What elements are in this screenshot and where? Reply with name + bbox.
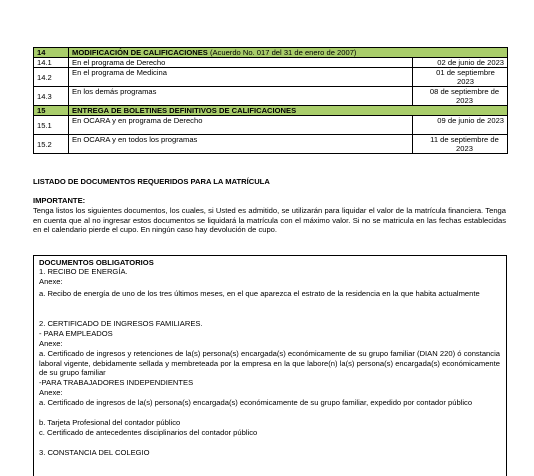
row-number: 14.2 [34, 68, 69, 87]
row-description: En el programa de Medicina [69, 68, 413, 87]
row-number: 15.2 [34, 135, 69, 154]
section-reference: (Acuerdo No. 017 del 31 de enero de 2007) [207, 48, 357, 57]
row-description: En el programa de Derecho [69, 58, 413, 68]
row-date: 08 de septiembre de 2023 [413, 87, 508, 106]
calendar-table [33, 47, 508, 154]
item-independents-detail-b: b. Tarjeta Profesional del contador público [39, 418, 181, 427]
row-description: En OCARA y en todos los programas [69, 135, 413, 154]
row-description: En OCARA y en programa de Derecho [69, 116, 413, 135]
row-number: 15.1 [34, 116, 69, 135]
table-row [34, 135, 508, 154]
section-title-text: MODIFICACIÓN DE CALIFICACIONES [72, 48, 208, 57]
item-income-certificate: 2. CERTIFICADO DE INGRESOS FAMILIARES. [39, 319, 203, 328]
item-energy-receipt: 1. RECIBO DE ENERGÍA. [39, 267, 128, 276]
row-description: En los demás programas [69, 87, 413, 106]
anexe-label: Anexe: [39, 277, 63, 286]
section-number: 14 [34, 48, 69, 58]
row-number: 14.1 [34, 58, 69, 68]
section-14-header [34, 48, 508, 58]
row-date: 02 de junio de 2023 [413, 58, 508, 68]
section-number: 15 [34, 106, 69, 116]
item-independents-detail-c: c. Certificado de antecedentes disciplinarios del contador público [39, 428, 258, 437]
table-row [34, 116, 508, 135]
table-row [34, 87, 508, 106]
item-independents-detail-a: a. Certificado de ingresos de la(s) persona(s) encargada(s) económicamente de su grupo familiar, expedido por contador público [39, 398, 473, 407]
item-employees-detail: a. Certificado de ingresos y retenciones de la(s) persona(s) encargada(s) económicamente de su grupo familiar (DIAN 220) ó constancia laboral vigente, debidamente sellada y membreteada por la empresa en la que labore(n) la(s) persona(s) encargada(s) económicamente de su grupo familiar [39, 349, 500, 378]
section-title: ENTREGA DE BOLETINES DEFINITIVOS DE CALIFICACIONES [69, 106, 508, 116]
anexe-label: Anexe: [39, 339, 63, 348]
row-number: 14.3 [34, 87, 69, 106]
item-energy-receipt-detail: a. Recibo de energía de uno de los tres últimos meses, en el que aparezca el estrato de la residencia en la que habita actualmente [39, 289, 480, 298]
anexe-label: Anexe: [39, 388, 63, 397]
item-school-certificate: 3. CONSTANCIA DEL COLEGIO [39, 448, 150, 457]
listing-title: LISTADO DE DOCUMENTOS REQUERIDOS PARA LA MATRÍCULA [33, 177, 270, 186]
section-15-header [34, 106, 508, 116]
important-text: Tenga listos los siguientes documentos, los cuales, si Usted es admitido, se utilizarán para liquidar el valor de la matrícula financiera. Tenga en cuenta que al no ingresar estos documentos se liquidará la matrícula con el máximo valor. Si no se matricula en las fechas establecidas en el calendario pierde el cupo. En ningún caso hay devolución de cupo. [33, 206, 506, 235]
documents-title: DOCUMENTOS OBLIGATORIOS [39, 258, 154, 267]
important-label: IMPORTANTE: [33, 196, 86, 205]
table-row [34, 68, 508, 87]
independents-heading: -PARA TRABAJADORES INDEPENDIENTES [39, 378, 194, 387]
row-date: 01 de septiembre 2023 [413, 68, 508, 87]
row-date: 09 de junio de 2023 [413, 116, 508, 135]
section-title [69, 48, 508, 58]
employees-heading: - PARA EMPLEADOS [39, 329, 113, 338]
table-row [34, 58, 508, 68]
required-documents-box [33, 255, 507, 476]
row-date: 11 de septiembre de 2023 [413, 135, 508, 154]
